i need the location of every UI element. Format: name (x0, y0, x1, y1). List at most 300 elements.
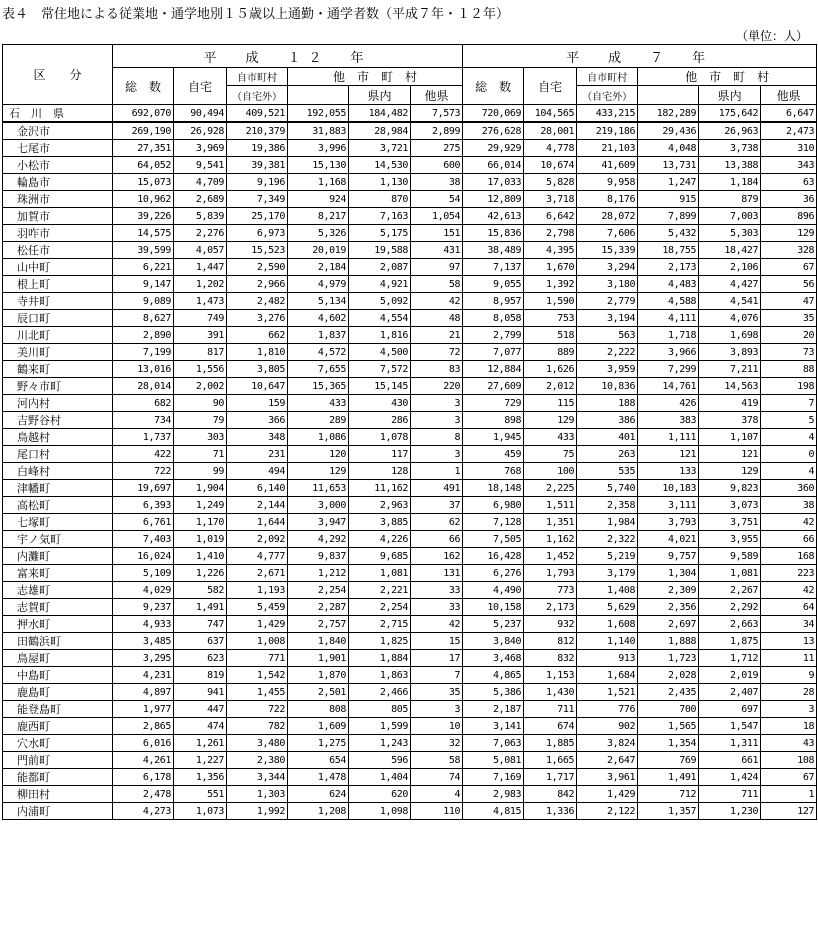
table-cell: 16,024 (113, 548, 174, 565)
table-cell: 210,379 (227, 122, 288, 140)
table-cell: 7 (411, 667, 463, 684)
table-cell: 360 (761, 480, 817, 497)
table-cell: 4,427 (699, 276, 761, 293)
table-cell: 1,977 (113, 701, 174, 718)
table-cell: 7,403 (113, 531, 174, 548)
table-cell: 433 (288, 395, 349, 412)
table-cell: 2,187 (463, 701, 524, 718)
table-cell: 6,642 (524, 208, 577, 225)
table-cell: 9,757 (638, 548, 699, 565)
table-cell: 386 (577, 412, 638, 429)
table-row (3, 497, 817, 514)
table-cell: 5,326 (288, 225, 349, 242)
table-cell: 2,122 (577, 803, 638, 820)
table-cell: 8,957 (463, 293, 524, 310)
table-cell: 9,589 (699, 548, 761, 565)
table-cell: 7,128 (463, 514, 524, 531)
table-cell: 4,588 (638, 293, 699, 310)
row-label: 鶴来町 (3, 361, 113, 378)
table-cell: 4,815 (463, 803, 524, 820)
table-cell: 637 (174, 633, 227, 650)
table-cell: 1,816 (349, 327, 411, 344)
table-cell: 6,980 (463, 497, 524, 514)
table-cell: 38 (411, 174, 463, 191)
table-cell: 2,407 (699, 684, 761, 701)
table-row (3, 378, 817, 395)
table-cell: 4,292 (288, 531, 349, 548)
table-cell: 115 (524, 395, 577, 412)
table-cell: 6,221 (113, 259, 174, 276)
table-cell: 3,966 (638, 344, 699, 361)
table-cell: 0 (761, 446, 817, 463)
table-cell: 1,429 (227, 616, 288, 633)
table-cell: 54 (411, 191, 463, 208)
table-cell: 768 (463, 463, 524, 480)
table-cell: 2,144 (227, 497, 288, 514)
table-cell: 4 (761, 429, 817, 446)
table-cell: 1,608 (577, 616, 638, 633)
table-cell: 47 (761, 293, 817, 310)
table-cell: 700 (638, 701, 699, 718)
table-cell: 2,267 (699, 582, 761, 599)
table-cell: 8 (411, 429, 463, 446)
table-cell: 74 (411, 769, 463, 786)
table-cell: 6,647 (761, 105, 817, 123)
header-total-h12: 総 数 (113, 68, 174, 105)
table-cell: 2,092 (227, 531, 288, 548)
table-cell: 6,016 (113, 735, 174, 752)
table-cell: 4,897 (113, 684, 174, 701)
table-cell: 11,162 (349, 480, 411, 497)
row-label: 能都町 (3, 769, 113, 786)
table-cell: 7 (761, 395, 817, 412)
header-jishi-h12: 自市町村 (227, 68, 288, 86)
table-cell: 620 (349, 786, 411, 803)
table-cell: 220 (411, 378, 463, 395)
row-label: 川北町 (3, 327, 113, 344)
table-cell: 2,012 (524, 378, 577, 395)
table-cell: 1,723 (638, 650, 699, 667)
table-cell: 1,885 (524, 735, 577, 752)
table-row (3, 412, 817, 429)
table-cell: 1,840 (288, 633, 349, 650)
table-cell: 1,793 (524, 565, 577, 582)
row-label: 吉野谷村 (3, 412, 113, 429)
table-cell: 99 (174, 463, 227, 480)
row-label: 白峰村 (3, 463, 113, 480)
table-row (3, 344, 817, 361)
table-cell: 1,226 (174, 565, 227, 582)
table-cell: 915 (638, 191, 699, 208)
table-cell: 1,208 (288, 803, 349, 820)
table-row (3, 446, 817, 463)
table-row (3, 582, 817, 599)
table-cell: 184,482 (349, 105, 411, 123)
table-row (3, 293, 817, 310)
table-cell: 2,799 (463, 327, 524, 344)
table-cell: 3 (411, 701, 463, 718)
table-cell: 1,473 (174, 293, 227, 310)
table-cell: 38,489 (463, 242, 524, 259)
table-cell: 128 (349, 463, 411, 480)
header-blank-h7 (638, 86, 699, 105)
table-cell: 11,653 (288, 480, 349, 497)
table-cell: 624 (288, 786, 349, 803)
table-cell: 21 (411, 327, 463, 344)
table-row (3, 259, 817, 276)
row-label: 鳥屋町 (3, 650, 113, 667)
table-cell: 66 (411, 531, 463, 548)
header-jitaku-h7: 自宅 (524, 68, 577, 105)
table-cell: 535 (577, 463, 638, 480)
table-row (3, 191, 817, 208)
table-cell: 15,073 (113, 174, 174, 191)
table-row (3, 718, 817, 735)
table-cell: 4,572 (288, 344, 349, 361)
table-row (3, 769, 817, 786)
table-cell: 12,884 (463, 361, 524, 378)
table-cell: 1,130 (349, 174, 411, 191)
table-cell: 25,170 (227, 208, 288, 225)
table-cell: 4,483 (638, 276, 699, 293)
table-cell: 426 (638, 395, 699, 412)
header-blank-h12 (288, 86, 349, 105)
table-cell: 9,196 (227, 174, 288, 191)
table-cell: 56 (761, 276, 817, 293)
table-cell: 3 (411, 446, 463, 463)
table-cell: 12,809 (463, 191, 524, 208)
table-cell: 1,081 (349, 565, 411, 582)
table-cell: 1,452 (524, 548, 577, 565)
table-cell: 20,019 (288, 242, 349, 259)
table-cell: 1,590 (524, 293, 577, 310)
table-cell: 5,839 (174, 208, 227, 225)
header-taken-h12: 他県 (411, 86, 463, 105)
table-cell: 10 (411, 718, 463, 735)
table-cell: 711 (524, 701, 577, 718)
table-cell: 66,014 (463, 157, 524, 174)
header-ta-h12: 他 市 町 村 (288, 68, 463, 86)
table-cell: 2,356 (638, 599, 699, 616)
table-cell: 712 (638, 786, 699, 803)
table-cell: 10,158 (463, 599, 524, 616)
table-cell: 1,837 (288, 327, 349, 344)
table-cell: 37 (411, 497, 463, 514)
table-cell: 773 (524, 582, 577, 599)
table-cell: 771 (227, 650, 288, 667)
table-cell: 1,357 (638, 803, 699, 820)
table-cell: 90 (174, 395, 227, 412)
table-cell: 7,606 (577, 225, 638, 242)
table-row (3, 752, 817, 769)
table-cell: 7,199 (113, 344, 174, 361)
table-row (3, 480, 817, 497)
table-cell: 64,052 (113, 157, 174, 174)
table-cell: 9,147 (113, 276, 174, 293)
table-cell: 7,505 (463, 531, 524, 548)
table-cell: 4 (761, 463, 817, 480)
table-cell: 192,055 (288, 105, 349, 123)
table-cell: 401 (577, 429, 638, 446)
table-cell: 15,339 (577, 242, 638, 259)
table-cell: 1,810 (227, 344, 288, 361)
table-cell: 1,712 (699, 650, 761, 667)
table-cell: 97 (411, 259, 463, 276)
table-cell: 62 (411, 514, 463, 531)
table-cell: 31,883 (288, 122, 349, 140)
table-cell: 3,824 (577, 735, 638, 752)
table-cell: 6,973 (227, 225, 288, 242)
table-cell: 19,697 (113, 480, 174, 497)
table-row (3, 786, 817, 803)
table-cell: 1,410 (174, 548, 227, 565)
row-label: 高松町 (3, 497, 113, 514)
table-row (3, 429, 817, 446)
table-cell: 14,761 (638, 378, 699, 395)
table-cell: 808 (288, 701, 349, 718)
table-cell: 1,556 (174, 361, 227, 378)
table-cell: 328 (761, 242, 817, 259)
row-label: 鹿島町 (3, 684, 113, 701)
table-cell: 1,107 (699, 429, 761, 446)
table-cell: 7,655 (288, 361, 349, 378)
table-cell: 29,436 (638, 122, 699, 140)
table-cell: 5,740 (577, 480, 638, 497)
table-cell: 5,237 (463, 616, 524, 633)
table-cell: 67 (761, 769, 817, 786)
table-cell: 729 (463, 395, 524, 412)
row-label: 志賀町 (3, 599, 113, 616)
table-cell: 1,303 (227, 786, 288, 803)
table-row (3, 735, 817, 752)
table-cell: 2,482 (227, 293, 288, 310)
table-cell: 1,008 (227, 633, 288, 650)
table-cell: 15,523 (227, 242, 288, 259)
table-cell: 3,111 (638, 497, 699, 514)
table-cell: 1,424 (699, 769, 761, 786)
table-cell: 66 (761, 531, 817, 548)
table-cell: 34 (761, 616, 817, 633)
table-cell: 42 (761, 582, 817, 599)
table-cell: 2,966 (227, 276, 288, 293)
table-cell: 1,073 (174, 803, 227, 820)
table-cell: 2,473 (761, 122, 817, 140)
table-cell: 3,718 (524, 191, 577, 208)
table-cell: 18 (761, 718, 817, 735)
table-cell: 2,647 (577, 752, 638, 769)
table-cell: 902 (577, 718, 638, 735)
table-cell: 13,016 (113, 361, 174, 378)
table-cell: 310 (761, 140, 817, 157)
table-cell: 16,428 (463, 548, 524, 565)
row-label: 羽咋市 (3, 225, 113, 242)
table-cell: 348 (227, 429, 288, 446)
table-cell: 518 (524, 327, 577, 344)
table-cell: 409,521 (227, 105, 288, 123)
table-cell: 7,899 (638, 208, 699, 225)
table-cell: 5 (761, 412, 817, 429)
table-row (3, 361, 817, 378)
table-cell: 3,955 (699, 531, 761, 548)
table-cell: 39,226 (113, 208, 174, 225)
table-cell: 4,921 (349, 276, 411, 293)
table-cell: 3,141 (463, 718, 524, 735)
table-cell: 4,395 (524, 242, 577, 259)
row-label: 山中町 (3, 259, 113, 276)
table-cell: 924 (288, 191, 349, 208)
table-cell: 898 (463, 412, 524, 429)
table-cell: 104,565 (524, 105, 577, 123)
table-cell: 3,840 (463, 633, 524, 650)
table-cell: 889 (524, 344, 577, 361)
table-row (3, 157, 817, 174)
table-cell: 3,893 (699, 344, 761, 361)
row-label: 石 川 県 (3, 105, 113, 123)
table-cell: 8,217 (288, 208, 349, 225)
table-cell: 753 (524, 310, 577, 327)
table-cell: 3 (411, 412, 463, 429)
table-cell: 219,186 (577, 122, 638, 140)
row-label: 志雄町 (3, 582, 113, 599)
table-cell: 459 (463, 446, 524, 463)
table-cell: 5,828 (524, 174, 577, 191)
table-cell: 4,261 (113, 752, 174, 769)
row-label: 鹿西町 (3, 718, 113, 735)
table-cell: 3 (411, 395, 463, 412)
table-cell: 275 (411, 140, 463, 157)
table-cell: 7,349 (227, 191, 288, 208)
table-row (3, 514, 817, 531)
row-label: 寺井町 (3, 293, 113, 310)
row-label: 中島町 (3, 667, 113, 684)
table-cell: 1,644 (227, 514, 288, 531)
table-cell: 4,048 (638, 140, 699, 157)
row-label: 小松市 (3, 157, 113, 174)
table-cell: 17 (411, 650, 463, 667)
table-cell: 832 (524, 650, 577, 667)
table-cell: 1,521 (577, 684, 638, 701)
table-cell: 28,072 (577, 208, 638, 225)
table-cell: 21,103 (577, 140, 638, 157)
table-cell: 3,180 (577, 276, 638, 293)
table-cell: 28 (761, 684, 817, 701)
table-cell: 5,386 (463, 684, 524, 701)
table-cell: 1,992 (227, 803, 288, 820)
table-cell: 6,276 (463, 565, 524, 582)
table-cell: 3,885 (349, 514, 411, 531)
table-cell: 35 (761, 310, 817, 327)
table-cell: 198 (761, 378, 817, 395)
table-cell: 2,671 (227, 565, 288, 582)
table-cell: 378 (699, 412, 761, 429)
table-cell: 1,354 (638, 735, 699, 752)
table-cell: 474 (174, 718, 227, 735)
table-cell: 43 (761, 735, 817, 752)
table-cell: 58 (411, 276, 463, 293)
table-row (3, 310, 817, 327)
table-cell: 4,933 (113, 616, 174, 633)
table-cell: 7,211 (699, 361, 761, 378)
table-cell: 1,698 (699, 327, 761, 344)
table-cell: 223 (761, 565, 817, 582)
row-label: 美川町 (3, 344, 113, 361)
table-cell: 4,979 (288, 276, 349, 293)
table-cell: 1,984 (577, 514, 638, 531)
table-cell: 39,381 (227, 157, 288, 174)
table-cell: 3,194 (577, 310, 638, 327)
table-row (3, 633, 817, 650)
table-cell: 110 (411, 803, 463, 820)
table-cell: 10,962 (113, 191, 174, 208)
table-cell: 1,336 (524, 803, 577, 820)
table-cell: 28,014 (113, 378, 174, 395)
table-row (3, 105, 817, 123)
table-cell: 2,899 (411, 122, 463, 140)
row-label: 富来町 (3, 565, 113, 582)
table-cell: 1,737 (113, 429, 174, 446)
table-cell: 491 (411, 480, 463, 497)
table-row (3, 140, 817, 157)
table-cell: 9,958 (577, 174, 638, 191)
table-cell: 6,393 (113, 497, 174, 514)
table-cell: 1,430 (524, 684, 577, 701)
table-cell: 1,718 (638, 327, 699, 344)
table-cell: 39,599 (113, 242, 174, 259)
table-cell: 1,311 (699, 735, 761, 752)
table-cell: 27,351 (113, 140, 174, 157)
table-cell: 600 (411, 157, 463, 174)
table-cell: 692,070 (113, 105, 174, 123)
table-cell: 13,388 (699, 157, 761, 174)
table-cell: 3,738 (699, 140, 761, 157)
table-cell: 4,490 (463, 582, 524, 599)
table-cell: 286 (349, 412, 411, 429)
table-cell: 4,226 (349, 531, 411, 548)
table-cell: 720,069 (463, 105, 524, 123)
table-cell: 72 (411, 344, 463, 361)
table-cell: 5,092 (349, 293, 411, 310)
table-row (3, 531, 817, 548)
header-jitakugai-h7: （自宅外） (577, 86, 638, 105)
table-cell: 1,153 (524, 667, 577, 684)
table-cell: 1,491 (638, 769, 699, 786)
table-cell: 2,292 (699, 599, 761, 616)
table-cell: 2,779 (577, 293, 638, 310)
table-cell: 129 (699, 463, 761, 480)
table-cell: 817 (174, 344, 227, 361)
table-cell: 1,098 (349, 803, 411, 820)
table-cell: 674 (524, 718, 577, 735)
table-cell: 90,494 (174, 105, 227, 123)
table-cell: 5,303 (699, 225, 761, 242)
table-cell: 58 (411, 752, 463, 769)
table-cell: 447 (174, 701, 227, 718)
table-cell: 1,945 (463, 429, 524, 446)
table-cell: 10,836 (577, 378, 638, 395)
table-cell: 1 (761, 786, 817, 803)
row-label: 穴水町 (3, 735, 113, 752)
table-cell: 3,947 (288, 514, 349, 531)
table-cell: 2,028 (638, 667, 699, 684)
table-row (3, 327, 817, 344)
table-cell: 32 (411, 735, 463, 752)
table-cell: 1,140 (577, 633, 638, 650)
table-cell: 2,963 (349, 497, 411, 514)
table-cell: 1,193 (227, 582, 288, 599)
table-cell: 5,134 (288, 293, 349, 310)
table-row (3, 684, 817, 701)
table-cell: 1,212 (288, 565, 349, 582)
